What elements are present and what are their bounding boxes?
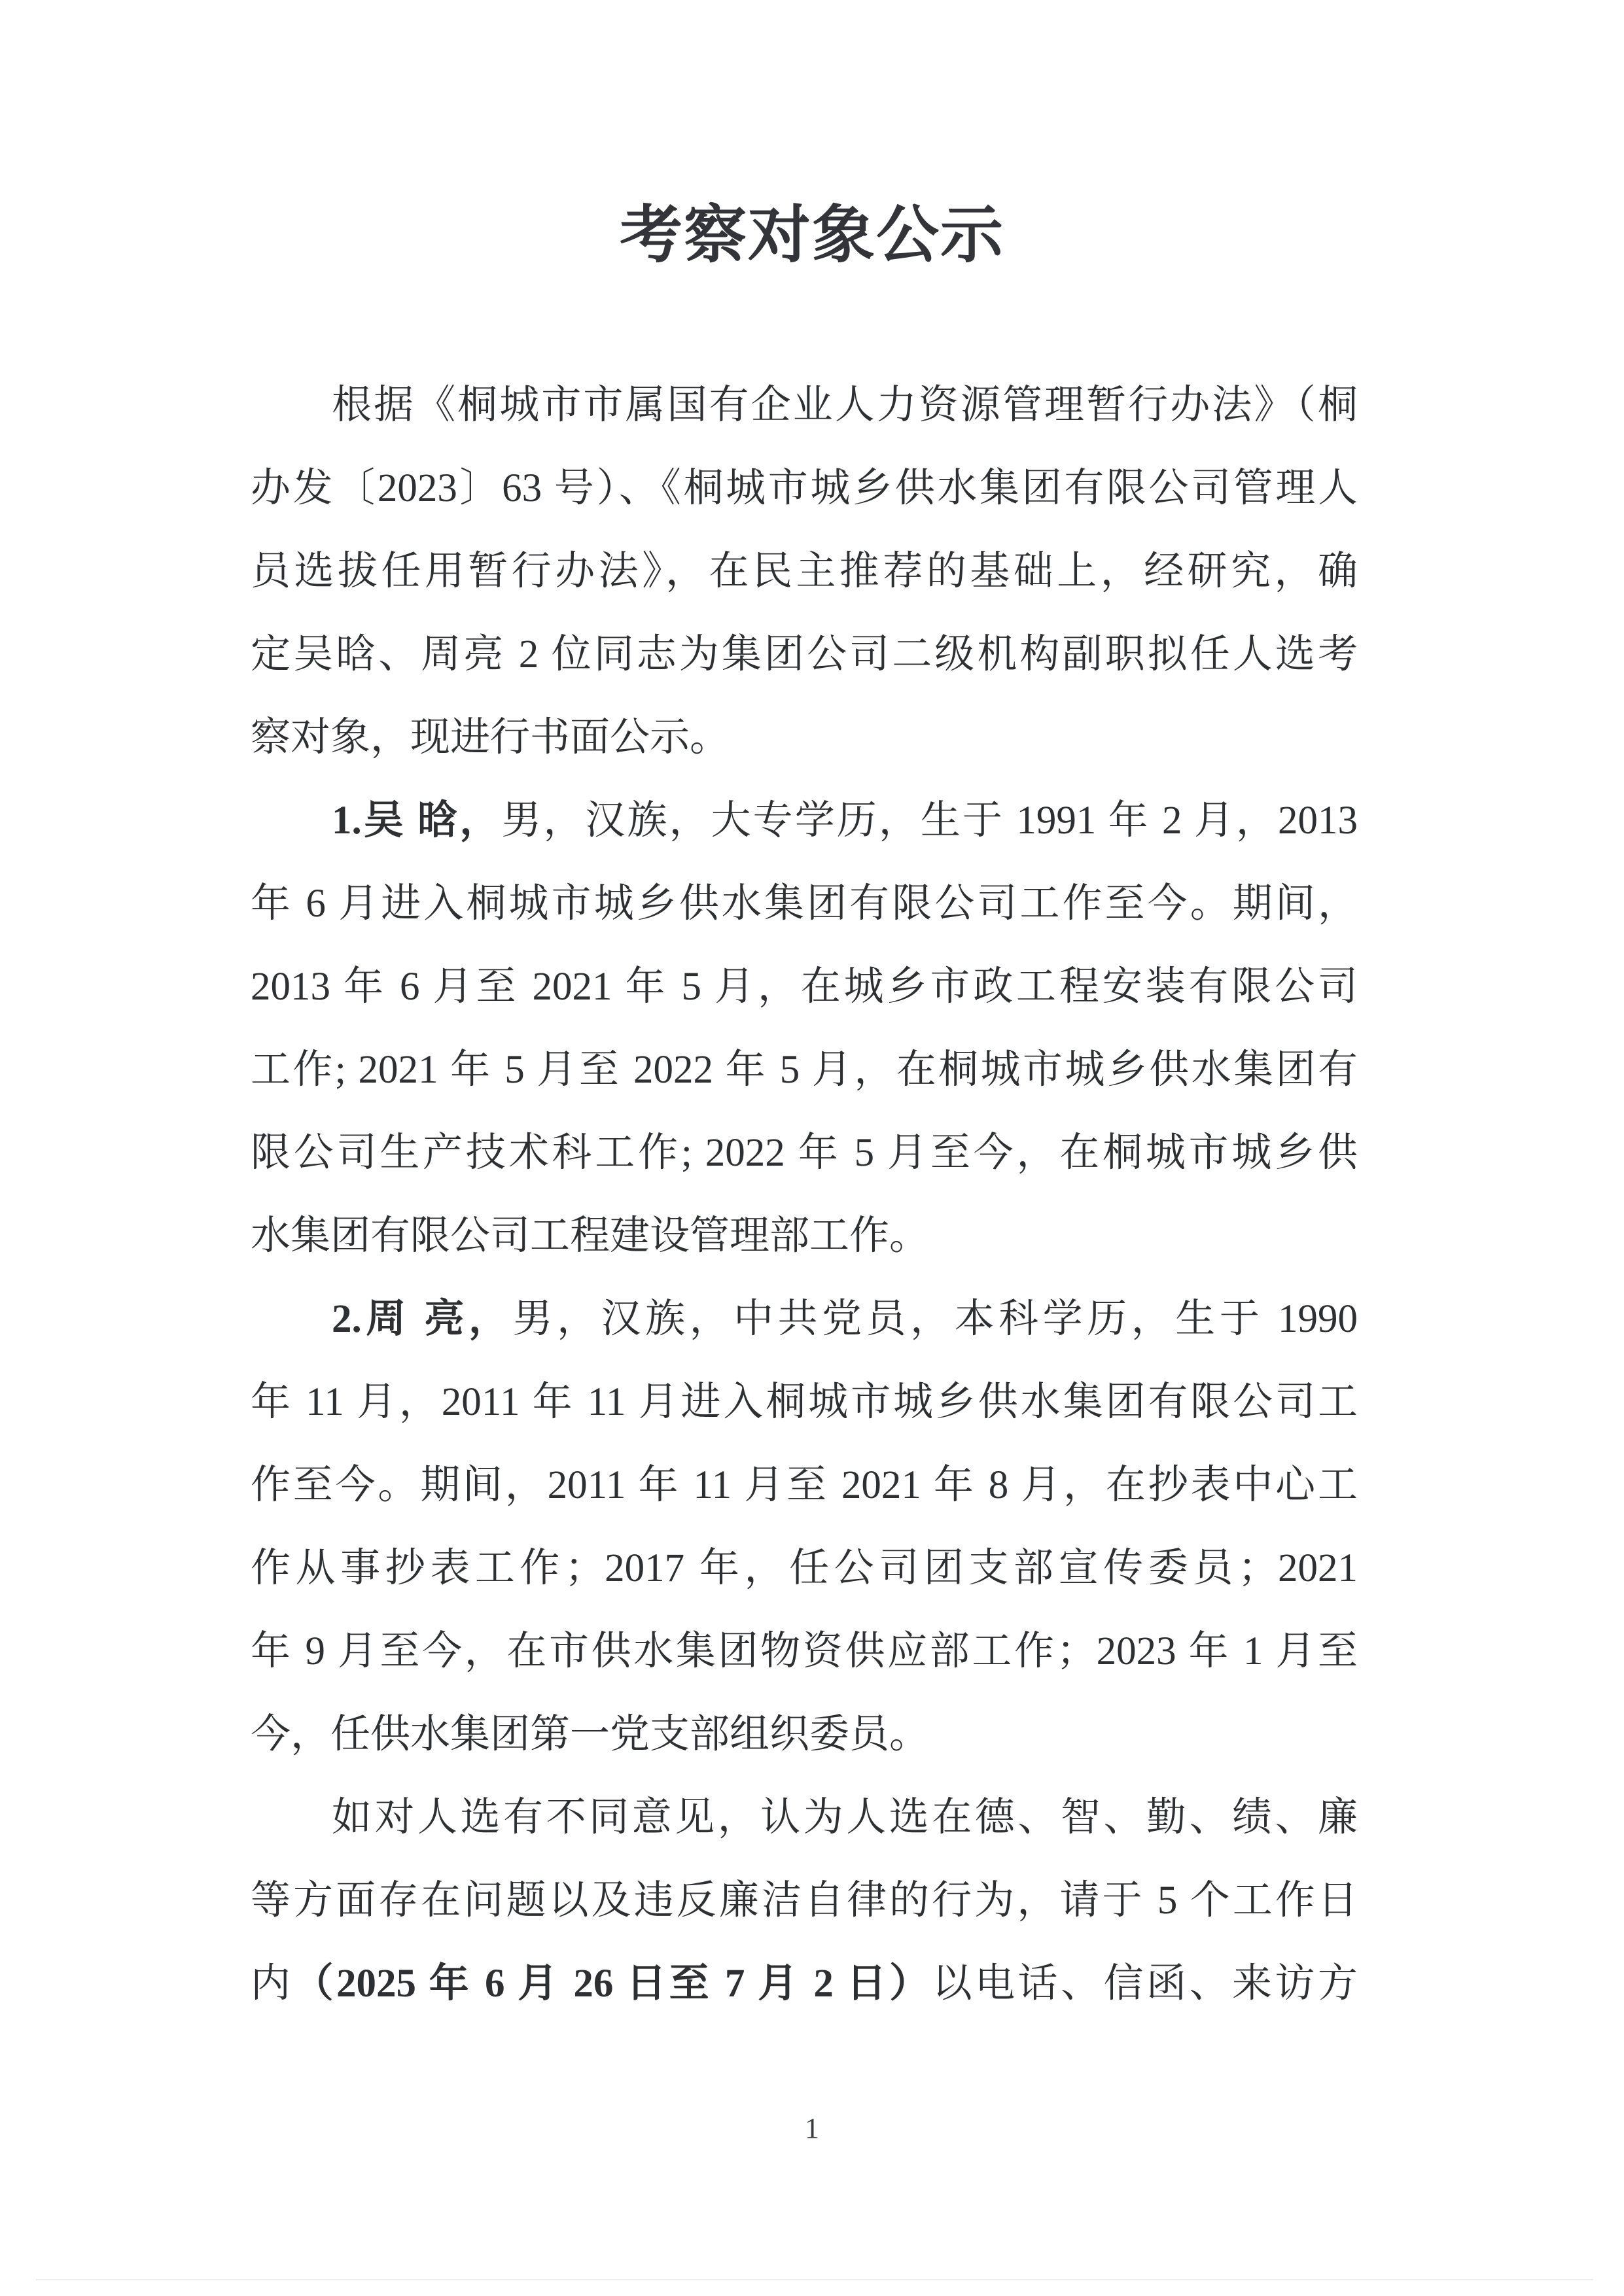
bold-text-segment: （2025 年 6 月 26 日至 7 月 2 日） xyxy=(293,1962,932,2006)
text-line xyxy=(251,1942,1358,2025)
text-segment: 察对象，现进行书面公示。 xyxy=(251,716,730,759)
text-segment: 根据《桐城市市属国有企业人力资源管理暂行办法》（桐 xyxy=(332,383,1358,427)
text-segment: 工作; 2021 年 5 月至 2022 年 5 月，在桐城市城乡供水集团有 xyxy=(251,1048,1358,1092)
text-line xyxy=(251,696,1358,779)
text-line xyxy=(251,1776,1358,1859)
document-title: 考察对象公示 xyxy=(620,200,1004,270)
text-line xyxy=(251,1111,1358,1194)
text-segment: 水集团有限公司工程建设管理部工作。 xyxy=(251,1214,930,1258)
document-body xyxy=(251,364,1358,2025)
text-segment: 年 11 月，2011 年 11 月进入桐城市城乡供水集团有限公司工 xyxy=(251,1380,1358,1424)
text-segment: 定吴晗、周亮 2 位同志为集团公司二级机构副职拟任人选考 xyxy=(251,633,1358,676)
text-line xyxy=(251,1610,1358,1693)
text-segment: 今，任供水集团第一党支部组织委员。 xyxy=(251,1713,930,1756)
text-segment: 2013 年 6 月至 2021 年 5 月，在城乡市政工程安装有限公司 xyxy=(251,965,1358,1009)
text-line xyxy=(251,1527,1358,1610)
text-line xyxy=(251,1693,1358,1776)
text-segment: 年 9 月至今，在市供水集团物资供应部工作；2023 年 1 月至 xyxy=(251,1629,1358,1673)
text-segment: 员选拔任用暂行办法》，在民主推荐的基础上，经研究，确 xyxy=(251,549,1358,593)
text-segment: 作从事抄表工作；2017 年，任公司团支部宣传委员；2021 xyxy=(251,1546,1358,1590)
text-line xyxy=(251,1194,1358,1278)
text-segment: 办发〔2023〕63 号）、《桐城市城乡供水集团有限公司管理人 xyxy=(251,466,1358,510)
text-line xyxy=(251,1278,1358,1361)
page-number: 1 xyxy=(805,2112,819,2144)
text-line xyxy=(251,1444,1358,1527)
text-line xyxy=(251,530,1358,613)
text-line xyxy=(251,447,1358,530)
text-line xyxy=(251,1028,1358,1111)
text-line xyxy=(251,613,1358,696)
bold-text-segment: 2.周 亮， xyxy=(332,1297,513,1341)
text-segment: 男，汉族，中共党员，本科学历，生于 1990 xyxy=(512,1297,1358,1341)
bold-text-segment: 1.吴 晗， xyxy=(332,799,502,843)
text-segment: 作至今。期间，2011 年 11 月至 2021 年 8 月，在抄表中心工 xyxy=(251,1463,1358,1507)
text-segment: 男，汉族，大专学历，生于 1991 年 2 月，2013 xyxy=(501,799,1358,843)
text-segment: 内 xyxy=(251,1962,294,2006)
text-line xyxy=(251,862,1358,945)
text-line xyxy=(251,364,1358,447)
text-segment: 年 6 月进入桐城市城乡供水集团有限公司工作至今。期间， xyxy=(251,882,1358,926)
text-line xyxy=(251,1859,1358,1942)
scan-artifact-line xyxy=(36,2279,1593,2280)
text-segment: 限公司生产技术科工作; 2022 年 5 月至今，在桐城市城乡供 xyxy=(251,1131,1358,1175)
text-segment: 等方面存在问题以及违反廉洁自律的行为，请于 5 个工作日 xyxy=(251,1879,1358,1922)
text-segment: 以电话、信函、来访方 xyxy=(932,1962,1358,2006)
text-line xyxy=(251,1361,1358,1444)
text-line xyxy=(251,945,1358,1028)
text-segment: 如对人选有不同意见，认为人选在德、智、勤、绩、廉 xyxy=(332,1796,1358,1839)
text-line xyxy=(251,779,1358,862)
